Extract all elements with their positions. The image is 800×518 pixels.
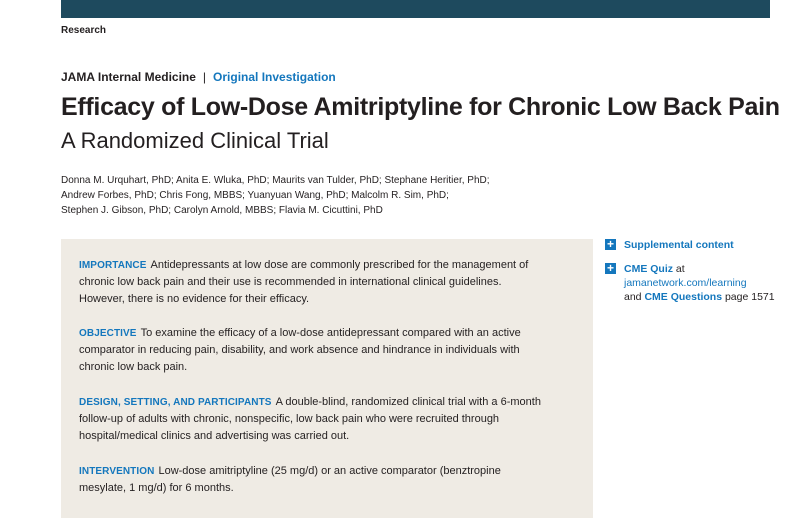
cme-url-link[interactable]: jamanetwork.com/learning [624, 277, 747, 289]
journal-separator: | [202, 70, 207, 84]
cme-quiz-text [624, 262, 775, 304]
cme-quiz-link[interactable]: CME Quiz [624, 263, 673, 275]
abstract-text: chronic low back pain. [79, 361, 188, 373]
cme-page-ref: page 1571 [724, 291, 775, 303]
cme-and: and [624, 291, 642, 303]
cme-questions-link[interactable]: CME Questions [644, 291, 723, 303]
abstract-objective [79, 325, 569, 376]
author-line: Stephen J. Gibson, PhD; Carolyn Arnold, MBBS; Flavia M. Cicuttini, PhD [61, 205, 383, 216]
abstract-text: follow-up of adults with chronic, nonspecific, low back pain who were recruited through [79, 413, 500, 425]
author-list [61, 173, 531, 218]
article-type: Original Investigation [213, 70, 336, 84]
plus-icon: + [606, 261, 614, 275]
abstract-heading: IMPORTANCE [79, 260, 147, 271]
abstract-text: comparator in reducing pain, disability, and work absence and hindrance in individuals with [79, 344, 520, 356]
abstract-design [79, 394, 569, 445]
abstract-box [61, 239, 593, 518]
abstract-text: Antidepressants at low dose are commonly prescribed for the management of [150, 259, 529, 271]
abstract-text: hospital/medical clinics and advertising was carried out. [79, 430, 350, 442]
journal-line [61, 70, 336, 84]
top-banner [61, 0, 770, 18]
abstract-text: mesylate, 1 mg/d) for 6 months. [79, 482, 234, 494]
abstract-importance [79, 257, 569, 308]
abstract-text: To examine the efficacy of a low-dose antidepressant compared with an active [140, 327, 521, 339]
supplemental-label[interactable]: Supplemental content [624, 239, 734, 251]
plus-icon: + [606, 237, 614, 251]
abstract-heading: INTERVENTION [79, 466, 155, 477]
abstract-text: Low-dose amitriptyline (25 mg/d) or an active comparator (benztropine [158, 465, 501, 477]
cme-at: at [675, 263, 685, 275]
article-subtitle: A Randomized Clinical Trial [61, 128, 329, 153]
author-line: Andrew Forbes, PhD; Chris Fong, MBBS; Yuanyuan Wang, PhD; Malcolm R. Sim, PhD; [61, 190, 449, 201]
section-label: Research [61, 25, 107, 36]
author-line: Donna M. Urquhart, PhD; Anita E. Wluka, PhD; Maurits van Tulder, PhD; Stephane Heritier, PhD; [61, 175, 490, 186]
abstract-text: However, there is no evidence for their efficacy. [79, 293, 310, 305]
journal-name: JAMA Internal Medicine [61, 70, 196, 84]
abstract-intervention [79, 463, 569, 497]
abstract-heading: OBJECTIVE [79, 328, 137, 339]
abstract-text: A double-blind, randomized clinical trial with a 6-month [275, 396, 541, 408]
abstract-heading: DESIGN, SETTING, AND PARTICIPANTS [79, 397, 272, 408]
abstract-text: chronic low back pain and their use is recommended in international clinical guidelines. [79, 276, 502, 288]
article-title: Efficacy of Low-Dose Amitriptyline for Chronic Low Back Pain [61, 93, 780, 121]
